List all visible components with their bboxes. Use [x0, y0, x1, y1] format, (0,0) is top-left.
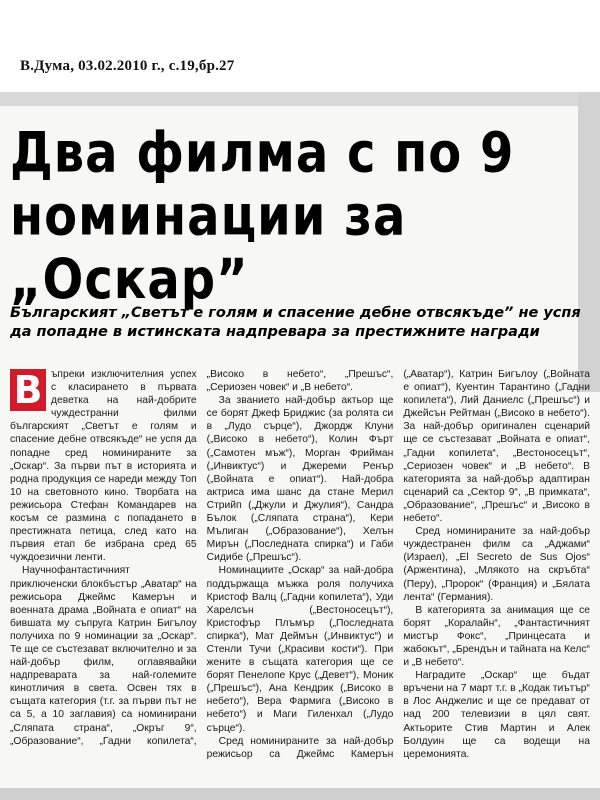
article-paragraph: За званието най-добър актьор ще се борят Джеф Бриджис (за ролята си в „Лудо сърце“), Джордж Клуни („Високо в небето“), Колин Фърт („Самотен мъж“), Морган Фрийман („Инвиктус“) и Джереми Рeнър („Войната е опиат“). Най-добра актриса има шанс да стане Мерил Стрийп („Джули и Джулия“), Сандра Бълок („Сляпата страна“), Кери Мълиган („Образование“), Хелън Мирън („Последната спирка“) и Габи Сидибе („Прешъс“). [206, 395, 394, 564]
article-paragraph: Сред номинираните за най-добър режисьор са Джеймс Камерън („Аватар“), Катрин Бигълоу („Войната е опиат“), Куентин Тарантино („Гадни копилета“), Лий Даниелс („Прешъс“) и Джейсън Рейтман („Високо в небето“). За най-добър оригинален сценарий ще се състезават „Войната е опиат“, „Гадни копилета“, „Вестоносецът“, „Сериозен човек“ и „В небето“. В категорията за най-добър адаптиран сценарий са „Сектор 9“, „В примката“, „Образование“, „Прешъс“ и „Високо в небето“. [206, 369, 590, 760]
article-paragraph: Наградите „Оскар“ ще бъдат връчени на 7 март т.г. в „Кодак тиътър“ в Лос Анджелис и ще се предават от над 200 телевизии в цял свят. Актьорите Стив Мартин и Алек Болдуин ще са водещи на церемонията. [403, 670, 590, 760]
source-citation: В.Дума, 03.02.2010 г., с.19,бр.27 [20, 58, 235, 74]
headline-line-1: Два филма с по 9 [10, 120, 515, 186]
article-paragraph: В категорията за анимация ще се борят „Коралайн“, „Фантастичният мистър Фокс“, „Принцесата и жабокът“, „Брендън и тайната на Келс“ и „В небето“. [403, 604, 590, 669]
article-body [10, 368, 590, 788]
headline-line-2: номинации за „Оскар” [10, 184, 407, 312]
newspaper-clipping [0, 92, 600, 800]
article-subheadline: Българският „Светът е голям и спасение дебне отвсякъде” не успя да попадне в истинската надпревара за престижните награди [10, 305, 581, 340]
article-paragraph: Номинациите „Оскар“ за най-добра поддържаща мъжка роля получиха Кристоф Валц („Гадни копилета“), Уди Харелсън („Вестоносецът“), Кристофър Плъмър („Последната спирка“), Мат Деймън („Инвиктус“) и Стенли Тучи („Красиви кости“). При жените в същата категория ще се борят Пенелопе Крус („Девет“), Моник („Прешъс“), Ана Кендрик („Високо в небето“), Вера Фармига („Високо в небето“) и Маги Гиленхал („Лудо сърце“). [206, 565, 394, 734]
article-paragraph: Сред номинираните за най-добър чуждестранен филм са „Аджами“ (Израел), „El Secreto de Sus Ojos“ (Аржентина), „Млякото на скръбта“ (Перу), „Пророк“ (Франция) и „Бялата лента“ (Германия). [403, 526, 590, 603]
article-paragraph: Научнофантастичният приключенски блокбъстър „Аватар“ на режисьора Джеймс Камерън и военната драма „Войната е опиат“ на бившата му съпруга Катрин Бигълоу получиха по 9 номинации за „Оскар“. Те ще се състезават включително и за най-добър филм, оглавявайки надпреварата за най-големите кинотличия в света. Освен тях в същата категория (т.г. за първи път не са 5, а 10 заглавия) са номинирани „Сляпата страна“, „Окръг 9“, „Образование“, „Гадни копилета“, „Високо в небето“, „Прешъс“, „Сериозен човек“ и „В небето“. [10, 369, 394, 747]
clipping-bottom-edge [0, 788, 600, 800]
clipping-top-edge [0, 92, 600, 106]
article-paragraph: В ъпреки изключителния успех с класирането в първата деветка на най-добрите чуждестранни филми българският „Светът е голям и спасение дебне отвсякъде“ не успя да попадне сред номинираните за „Оскар“. За първи път в историята и родна продукция се нареди между Топ 10 на световното кино. Творбата на режисьора Стефан Командарев на косъм се размина с попадането в престижната петица, след като на първия етап бе избрана сред 65 чуждоезични ленти. [10, 368, 197, 564]
dropcap: В [10, 369, 46, 411]
article-headline [10, 122, 585, 312]
